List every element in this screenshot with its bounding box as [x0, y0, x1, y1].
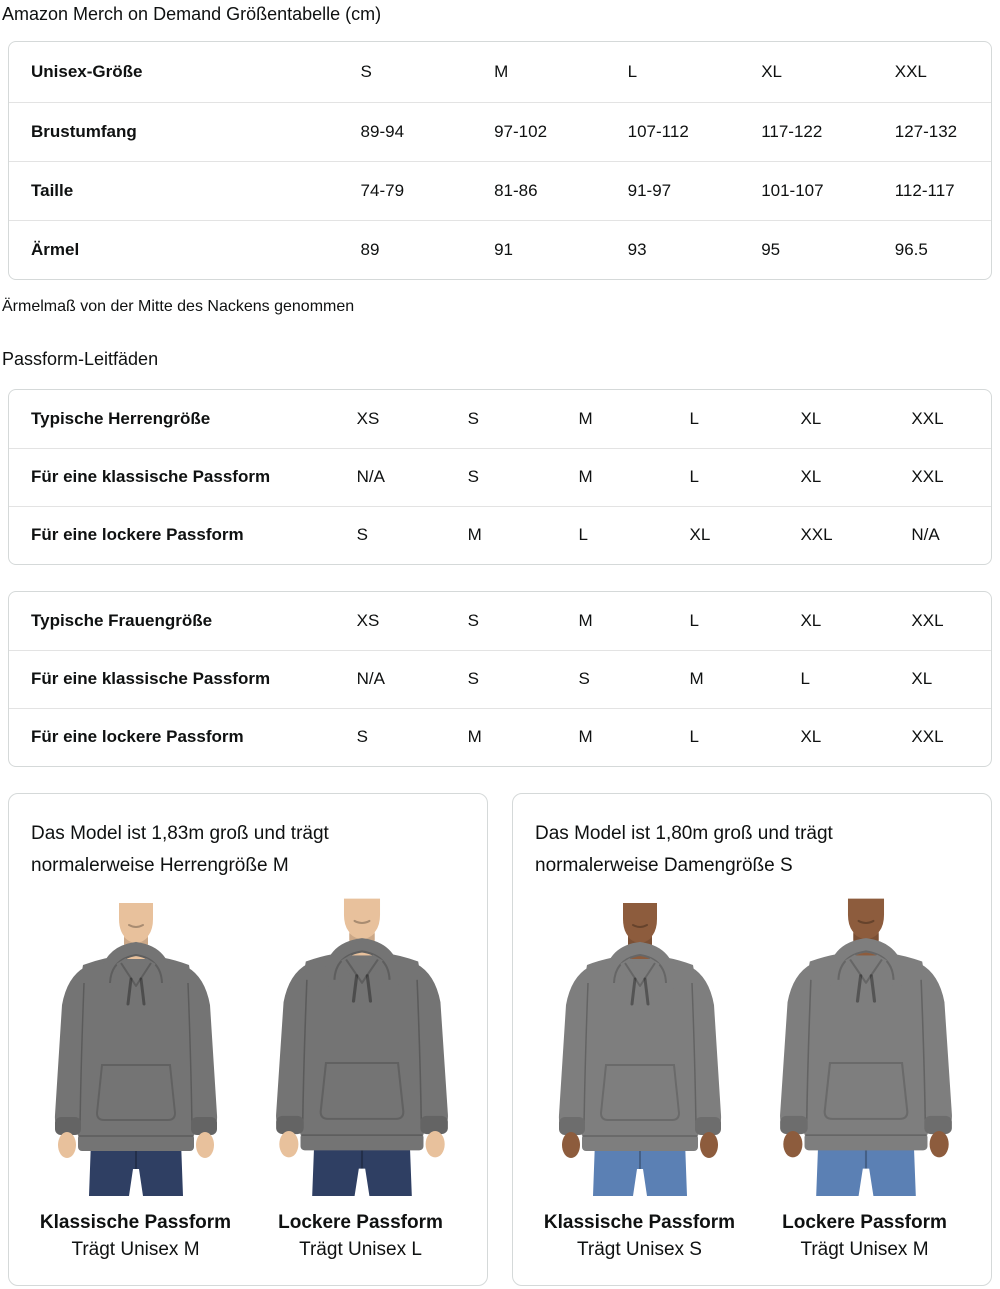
size-cell: S — [467, 610, 479, 630]
size-cell: N/A — [357, 650, 468, 708]
fit-caption-title: Klassische Passform — [39, 1212, 232, 1233]
fit-caption-size: Trägt Unisex S — [577, 1239, 702, 1260]
caption-loose-fit — [256, 1210, 465, 1265]
table-row — [9, 448, 991, 506]
size-cell: L — [690, 708, 801, 766]
row-label: Brustumfang — [9, 102, 361, 161]
size-cell: 93 — [628, 220, 762, 279]
caption-classic-fit — [31, 1210, 240, 1265]
size-cell: XXL — [911, 708, 991, 766]
row-label: Typische Frauengröße — [31, 610, 213, 630]
size-cell: S — [467, 408, 479, 428]
size-cell: M — [468, 708, 579, 766]
size-cell: S — [468, 448, 579, 506]
fit-caption-title: Lockere Passform — [278, 1212, 443, 1233]
size-cell: 117-122 — [761, 102, 895, 161]
row-label: Für eine lockere Passform — [9, 708, 357, 766]
size-cell: 96.5 — [895, 220, 991, 279]
size-cell: XL — [911, 650, 991, 708]
photo-captions — [31, 1210, 465, 1265]
size-header-cell: M — [494, 61, 509, 81]
size-cell: XS — [356, 610, 380, 630]
size-cell: S — [579, 650, 690, 708]
fit-caption-size: Trägt Unisex L — [299, 1239, 422, 1260]
size-cell: L — [689, 408, 699, 428]
size-cell: M — [579, 708, 690, 766]
caption-loose-fit — [760, 1210, 969, 1265]
row-label: Taille — [9, 161, 361, 220]
model-card-men — [8, 793, 488, 1286]
fit-caption-title: Lockere Passform — [782, 1212, 947, 1233]
row-label: Ärmel — [9, 220, 361, 279]
size-cell: 74-79 — [361, 161, 495, 220]
table-row — [9, 161, 991, 220]
row-label: Für eine lockere Passform — [9, 506, 357, 564]
size-cell: XXL — [911, 408, 944, 428]
size-cell: 101-107 — [761, 161, 895, 220]
size-cell: XS — [356, 408, 380, 428]
size-cell: N/A — [357, 448, 468, 506]
fit-caption-size: Trägt Unisex M — [71, 1239, 200, 1260]
model-card-women — [512, 793, 992, 1286]
size-table-header-row — [9, 42, 991, 102]
fit-table-women — [8, 591, 992, 767]
model-photos — [31, 891, 465, 1196]
fit-guides-heading: Passform-Leitfäden — [2, 349, 159, 369]
size-cell: 112-117 — [895, 161, 991, 220]
table-row — [9, 390, 991, 448]
size-table — [8, 41, 992, 280]
sleeve-measure-footnote: Ärmelmaß von der Mitte des Nackens genommen — [2, 298, 355, 315]
size-cell: M — [578, 610, 593, 630]
size-cell: XL — [800, 408, 822, 428]
hoodie-model-graphic — [755, 886, 978, 1196]
model-cards-row — [8, 793, 992, 1286]
table-row — [9, 102, 991, 161]
model-photo-classic-fit — [31, 891, 241, 1196]
size-cell: N/A — [911, 506, 991, 564]
size-cell: XL — [690, 506, 801, 564]
size-cell: 81-86 — [494, 161, 628, 220]
hoodie-model-graphic — [535, 891, 745, 1196]
fit-caption-title: Klassische Passform — [543, 1212, 736, 1233]
size-cell: XL — [800, 448, 911, 506]
size-cell: 91 — [494, 220, 628, 279]
row-label: Für eine klassische Passform — [9, 650, 357, 708]
size-header-cell: XL — [761, 61, 782, 81]
table-row — [9, 506, 991, 564]
size-cell: L — [690, 448, 801, 506]
fit-table-men — [8, 389, 992, 565]
size-cell: 97-102 — [494, 102, 628, 161]
table-row — [9, 220, 991, 279]
caption-classic-fit — [535, 1210, 744, 1265]
size-cell: 91-97 — [628, 161, 762, 220]
hoodie-model-graphic — [251, 886, 474, 1196]
size-cell: M — [579, 448, 690, 506]
size-cell: L — [579, 506, 690, 564]
model-photo-loose-fit — [761, 891, 971, 1196]
size-cell: XXL — [911, 448, 991, 506]
model-photo-loose-fit — [257, 891, 467, 1196]
fit-caption-size: Trägt Unisex M — [800, 1239, 929, 1260]
size-cell: XXL — [800, 506, 911, 564]
size-cell: 127-132 — [895, 102, 991, 161]
size-header-cell: L — [627, 61, 638, 81]
table-row — [9, 708, 991, 766]
size-cell: S — [357, 506, 468, 564]
size-cell: 89-94 — [361, 102, 495, 161]
hoodie-model-graphic — [31, 891, 241, 1196]
size-cell: XL — [800, 610, 822, 630]
size-cell: L — [689, 610, 699, 630]
size-cell: XXL — [911, 610, 944, 630]
model-card-description: Das Model ist 1,80m groß und trägt normalerweise Damengröße S — [535, 823, 833, 876]
table-row — [9, 650, 991, 708]
page-title: Amazon Merch on Demand Größentabelle (cm) — [2, 4, 382, 24]
size-cell: M — [468, 506, 579, 564]
size-header-cell: S — [360, 61, 372, 81]
size-cell: 89 — [361, 220, 495, 279]
size-cell: 95 — [761, 220, 895, 279]
size-cell: 107-112 — [628, 102, 762, 161]
size-cell: S — [468, 650, 579, 708]
size-cell: L — [800, 650, 911, 708]
size-cell: M — [690, 650, 801, 708]
row-label: Für eine klassische Passform — [9, 448, 357, 506]
size-cell: M — [578, 408, 593, 428]
table-row — [9, 592, 991, 650]
row-label: Typische Herrengröße — [31, 408, 211, 428]
row-label: Unisex-Größe — [31, 61, 143, 81]
size-header-cell: XXL — [894, 61, 927, 81]
model-card-description: Das Model ist 1,83m groß und trägt normalerweise Herrengröße M — [31, 823, 329, 876]
size-cell: S — [357, 708, 468, 766]
model-photo-classic-fit — [535, 891, 745, 1196]
photo-captions — [535, 1210, 969, 1265]
model-photos — [535, 891, 969, 1196]
size-cell: XL — [800, 708, 911, 766]
